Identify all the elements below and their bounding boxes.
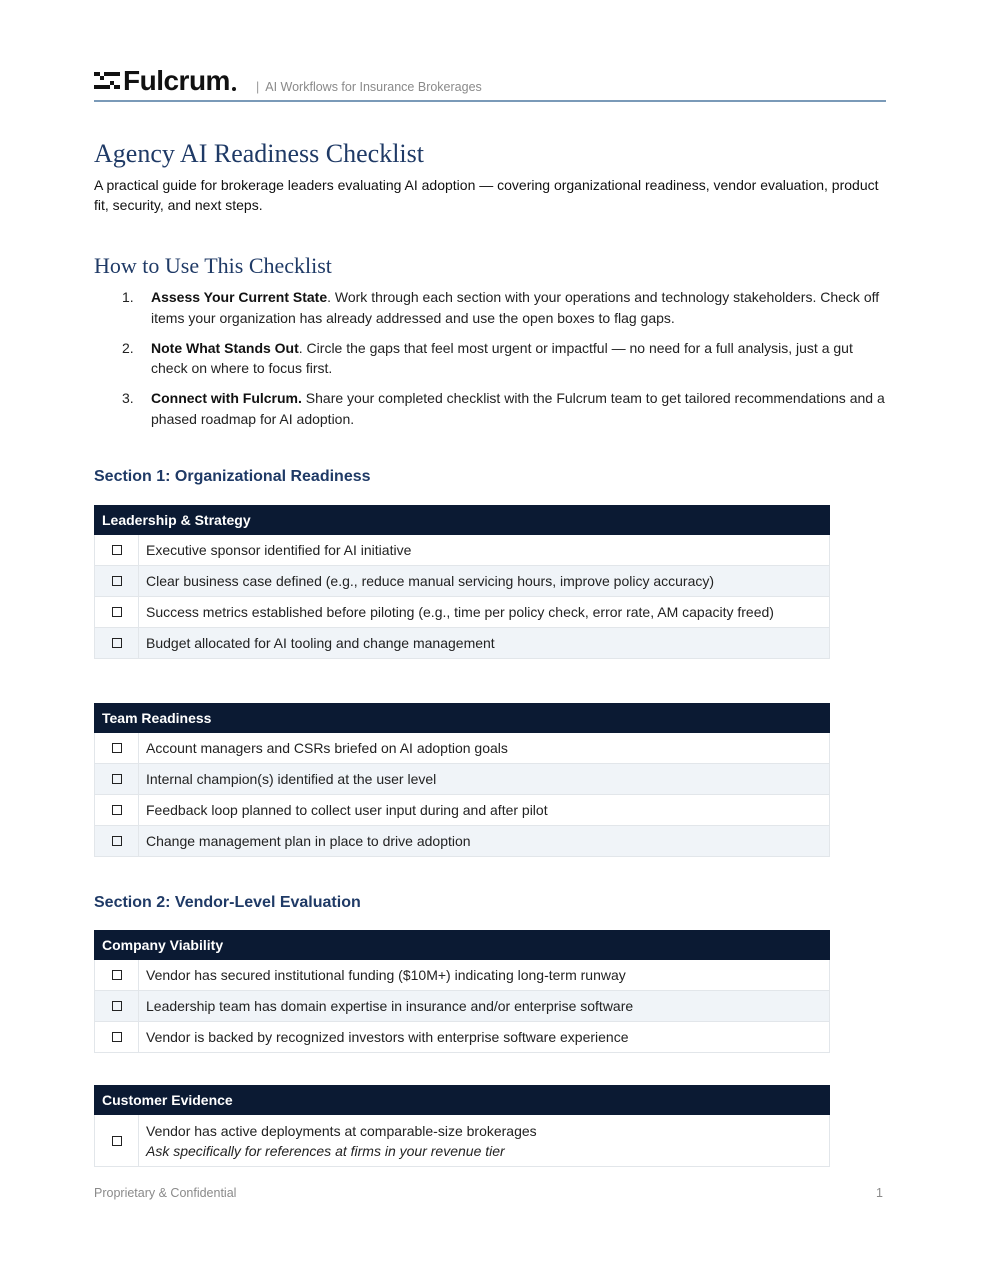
step-item [122,388,887,429]
checkbox[interactable] [95,795,139,825]
step-item [122,338,887,379]
team-readiness-table [94,703,830,857]
header-tagline [256,80,482,94]
table-header: Team Readiness [94,703,830,733]
checkbox[interactable] [95,1115,139,1166]
header-separator: | [256,80,260,94]
checkbox-icon [112,607,122,617]
table-row [94,764,830,795]
row-text: Budget allocated for AI tooling and change management [146,635,495,651]
step-number: 1. [122,289,134,305]
checkbox[interactable] [95,566,139,596]
row-text: Account managers and CSRs briefed on AI adoption goals [146,740,508,756]
row-text: Change management plan in place to drive adoption [146,833,471,849]
checkbox-icon [112,836,122,846]
checkbox-icon [112,1001,122,1011]
footer-page-number: 1 [876,1186,883,1200]
step-bold: Connect with Fulcrum. [151,390,302,406]
table-row [94,991,830,1022]
document-title: Agency AI Readiness Checklist [94,139,424,168]
footer-confidential: Proprietary & Confidential [94,1186,237,1200]
step-item [122,287,887,328]
checkbox[interactable] [95,535,139,565]
row-text: Executive sponsor identified for AI initiative [146,542,412,558]
table-row [94,1022,830,1053]
logo-text: Fulcrum [123,65,230,96]
step-bold: Assess Your Current State [151,289,328,305]
table-row [94,566,830,597]
row-text: Vendor has secured institutional funding ($10M+) indicating long-term runway [146,967,626,983]
checkbox-icon [112,638,122,648]
checkbox[interactable] [95,628,139,658]
table-row [94,1115,830,1167]
table-header: Customer Evidence [94,1085,830,1115]
row-text: Internal champion(s) identified at the user level [146,771,437,787]
checkbox[interactable] [95,960,139,990]
step-text: Share your completed checklist with the Fulcrum team to get tailored recommendations and a phased roadmap for AI adoption. [151,390,885,427]
row-note: Ask specifically for references at firms in your revenue tier [146,1142,505,1159]
table-row [94,628,830,659]
step-bold: Note What Stands Out [151,339,299,356]
row-text: Vendor has active deployments at comparable-size brokerages [146,1122,537,1139]
how-to-heading: How to Use This Checklist [94,253,332,278]
logo-dot [232,87,236,91]
table-row [94,535,830,566]
fulcrum-logo [94,65,236,96]
checkbox[interactable] [95,1022,139,1052]
row-text: Vendor is backed by recognized investors with enterprise software experience [146,1029,629,1045]
page-header [94,66,886,102]
section-1-title: Section 1: Organizational Readiness [94,468,371,485]
checkbox[interactable] [95,826,139,856]
step-text: . Work through each section with your operations and technology stakeholders. Check off items your organization has already addressed and use the open boxes to flag gaps. [151,289,880,326]
row-text: Leadership team has domain expertise in insurance and/or enterprise software [146,998,634,1014]
checkbox-icon [112,774,122,784]
company-viability-table [94,930,830,1053]
table-row [94,733,830,764]
step-number: 3. [122,390,134,406]
table-row [94,597,830,628]
table-row [94,795,830,826]
checkbox-icon [112,805,122,815]
checkbox[interactable] [95,733,139,763]
checkbox[interactable] [95,597,139,627]
leadership-table [94,505,830,659]
row-text: Clear business case defined (e.g., reduce manual servicing hours, improve policy accuracy) [146,573,715,589]
checkbox-icon [112,545,122,555]
checkbox-icon [112,1032,122,1042]
checkbox[interactable] [95,764,139,794]
tagline-text: AI Workflows for Insurance Brokerages [265,80,482,94]
checkbox-icon [112,576,122,586]
row-text: Success metrics established before piloting (e.g., time per policy check, error rate, AM capacity freed) [146,604,774,620]
how-to-steps [122,287,887,439]
row-text-block [139,1115,829,1166]
fulcrum-mark-icon [94,69,120,93]
checkbox-icon [112,743,122,753]
section-2-title: Section 2: Vendor-Level Evaluation [94,894,361,911]
table-row [94,960,830,991]
checkbox[interactable] [95,991,139,1021]
row-text: Feedback loop planned to collect user input during and after pilot [146,802,548,818]
checkbox-icon [112,1136,122,1146]
checkbox-icon [112,970,122,980]
document-subtitle: A practical guide for brokerage leaders evaluating AI adoption — covering organizational readiness, vendor evaluation, product fit, security, and next steps. [94,177,879,213]
customer-evidence-table [94,1085,830,1167]
step-number: 2. [122,339,134,356]
step-text: . Circle the gaps that feel most urgent or impactful — no need for a full analysis, just a gut check on where to focus first. [151,339,853,376]
table-row [94,826,830,857]
table-header: Company Viability [94,930,830,960]
table-header: Leadership & Strategy [94,505,830,535]
